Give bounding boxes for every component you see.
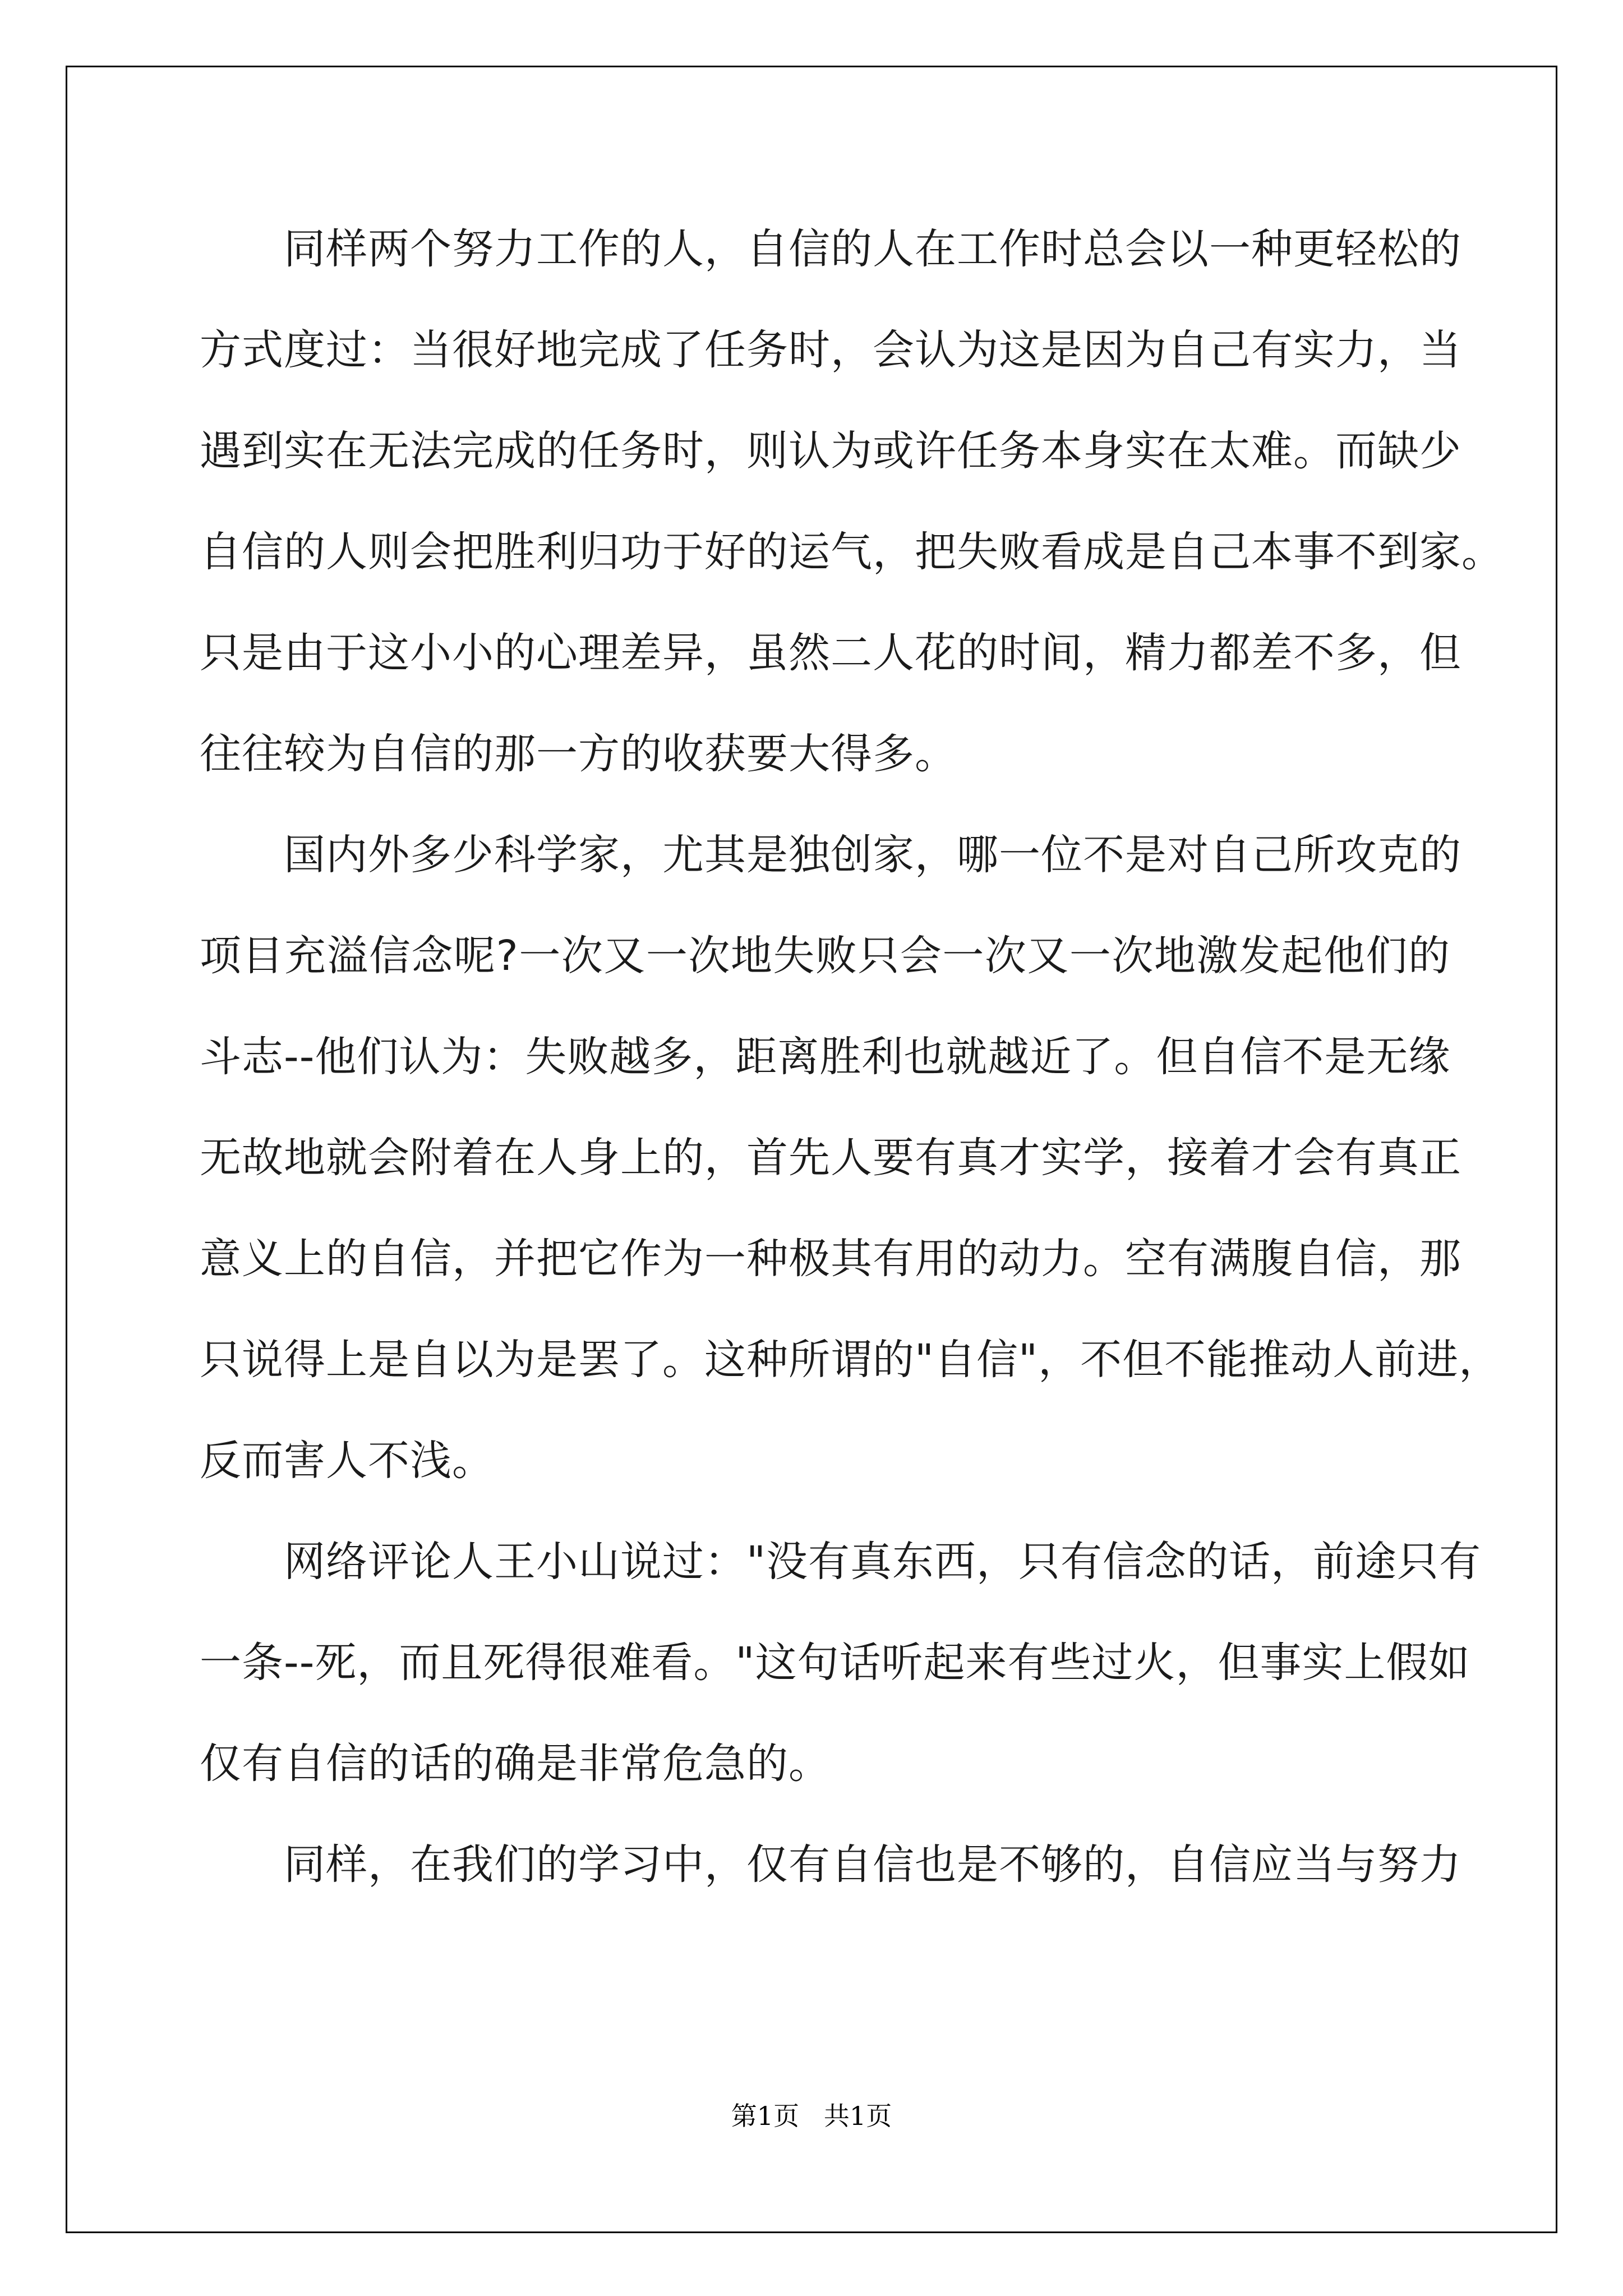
paragraph-1-line-4: 自信的人则会把胜利归功于好的运气，把失败看成是自己本事不到家。: [200, 528, 1504, 576]
paragraph-2-line-1: 国内外多少科学家，尤其是独创家，哪一位不是对自己所攻克的: [284, 831, 1461, 879]
paragraph-2-line-4: 无故地就会附着在人身上的，首先人要有真才实学，接着才会有真正: [200, 1134, 1461, 1182]
paragraph-1-line-1: 同样两个努力工作的人，自信的人在工作时总会以一种更轻松的: [284, 225, 1461, 273]
paragraph-1-line-3: 遇到实在无法完成的任务时，则认为或许任务本身实在太难。而缺少: [200, 427, 1461, 475]
paragraph-3-line-2: 一条--死，而且死得很难看。"这句话听起来有些过火，但事实上假如: [200, 1639, 1470, 1687]
paragraph-2-line-5: 意义上的自信，并把它作为一种极其有用的动力。空有满腹自信，那: [200, 1235, 1461, 1283]
paragraph-4-line-1: 同样，在我们的学习中，仅有自信也是不够的，自信应当与努力: [284, 1841, 1461, 1889]
paragraph-1-line-6: 往往较为自信的那一方的收获要大得多。: [200, 730, 957, 778]
paragraph-1-line-2: 方式度过：当很好地完成了任务时，会认为这是因为自己有实力，当: [200, 326, 1461, 374]
paragraph-2-line-3: 斗志--他们认为：失败越多，距离胜利也就越近了。但自信不是无缘: [200, 1033, 1451, 1081]
paragraph-2-line-2: 项目充溢信念呢?一次又一次地失败只会一次又一次地激发起他们的: [200, 932, 1450, 980]
paragraph-3-line-3: 仅有自信的话的确是非常危急的。: [200, 1740, 831, 1788]
page-number-footer: 第1页 共1页: [731, 2101, 892, 2131]
paragraph-2-line-7: 反而害人不浅。: [200, 1437, 494, 1485]
paragraph-2-line-6: 只说得上是自以为是罢了。这种所谓的"自信"，不但不能推动人前进，: [200, 1336, 1501, 1384]
paragraph-3-line-1: 网络评论人王小山说过："没有真东西，只有信念的话，前途只有: [284, 1538, 1482, 1586]
paragraph-1-line-5: 只是由于这小小的心理差异，虽然二人花的时间，精力都差不多，但: [200, 629, 1461, 677]
